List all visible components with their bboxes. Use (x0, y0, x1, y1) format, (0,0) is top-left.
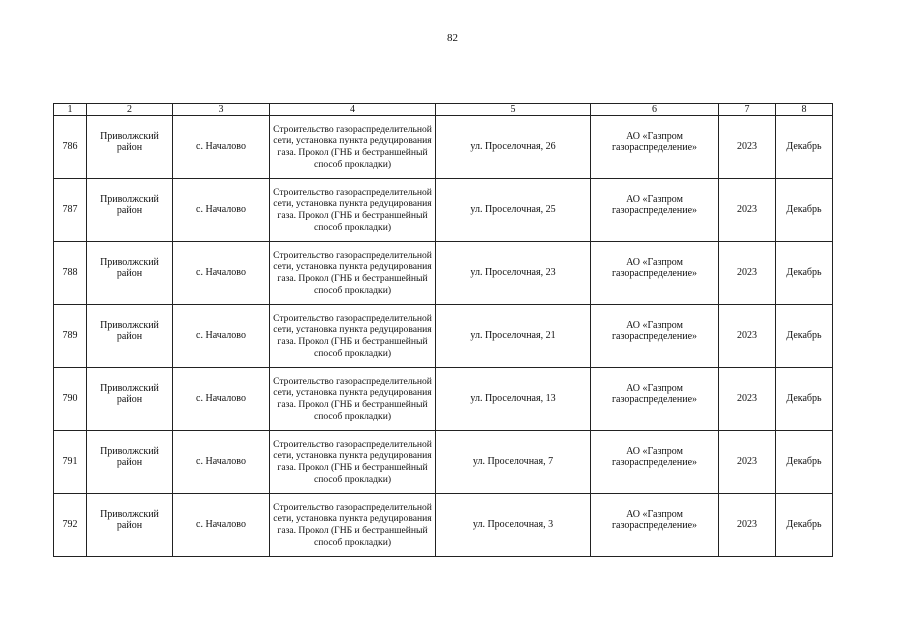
table-row (54, 368, 833, 431)
description-cell: Строительство газораспределительной сети, установка пункта редуцирования газа. Прокол (ГНБ и бестраншейный способ прокладки) (270, 242, 436, 305)
address-cell: ул. Проселочная, 7 (436, 431, 591, 494)
page-number: 82 (447, 32, 458, 44)
settlement-cell: с. Началово (173, 242, 270, 305)
region-cell: Приволжский район (87, 116, 173, 179)
year-cell: 2023 (719, 305, 776, 368)
settlement-cell: с. Началово (173, 494, 270, 557)
address-cell: ул. Проселочная, 21 (436, 305, 591, 368)
year-cell: 2023 (719, 116, 776, 179)
header-cell: 3 (173, 104, 270, 116)
row-number: 786 (54, 116, 87, 179)
row-number: 790 (54, 368, 87, 431)
header-cell: 1 (54, 104, 87, 116)
address-cell: ул. Проселочная, 23 (436, 242, 591, 305)
month-cell: Декабрь (776, 431, 833, 494)
header-cell: 7 (719, 104, 776, 116)
organization-cell: АО «Газпром газораспределение» (591, 242, 719, 305)
description-cell: Строительство газораспределительной сети, установка пункта редуцирования газа. Прокол (ГНБ и бестраншейный способ прокладки) (270, 116, 436, 179)
settlement-cell: с. Началово (173, 116, 270, 179)
organization-cell: АО «Газпром газораспределение» (591, 305, 719, 368)
header-row (54, 104, 833, 116)
row-number: 788 (54, 242, 87, 305)
row-number: 789 (54, 305, 87, 368)
address-cell: ул. Проселочная, 25 (436, 179, 591, 242)
header-cell: 4 (270, 104, 436, 116)
year-cell: 2023 (719, 431, 776, 494)
year-cell: 2023 (719, 242, 776, 305)
month-cell: Декабрь (776, 368, 833, 431)
header-cell: 8 (776, 104, 833, 116)
header-cell: 2 (87, 104, 173, 116)
address-cell: ул. Проселочная, 3 (436, 494, 591, 557)
description-cell: Строительство газораспределительной сети, установка пункта редуцирования газа. Прокол (ГНБ и бестраншейный способ прокладки) (270, 494, 436, 557)
address-cell: ул. Проселочная, 26 (436, 116, 591, 179)
settlement-cell: с. Началово (173, 368, 270, 431)
table-body (54, 116, 833, 557)
description-cell: Строительство газораспределительной сети, установка пункта редуцирования газа. Прокол (ГНБ и бестраншейный способ прокладки) (270, 305, 436, 368)
table-row (54, 494, 833, 557)
works-table (53, 103, 833, 557)
region-cell: Приволжский район (87, 494, 173, 557)
month-cell: Декабрь (776, 116, 833, 179)
organization-cell: АО «Газпром газораспределение» (591, 431, 719, 494)
description-cell: Строительство газораспределительной сети, установка пункта редуцирования газа. Прокол (ГНБ и бестраншейный способ прокладки) (270, 179, 436, 242)
year-cell: 2023 (719, 368, 776, 431)
organization-cell: АО «Газпром газораспределение» (591, 116, 719, 179)
region-cell: Приволжский район (87, 368, 173, 431)
region-cell: Приволжский район (87, 179, 173, 242)
table-row (54, 305, 833, 368)
month-cell: Декабрь (776, 494, 833, 557)
year-cell: 2023 (719, 179, 776, 242)
organization-cell: АО «Газпром газораспределение» (591, 494, 719, 557)
header-cell: 5 (436, 104, 591, 116)
settlement-cell: с. Началово (173, 431, 270, 494)
month-cell: Декабрь (776, 179, 833, 242)
region-cell: Приволжский район (87, 431, 173, 494)
table-row (54, 179, 833, 242)
row-number: 791 (54, 431, 87, 494)
description-cell: Строительство газораспределительной сети, установка пункта редуцирования газа. Прокол (ГНБ и бестраншейный способ прокладки) (270, 431, 436, 494)
description-cell: Строительство газораспределительной сети, установка пункта редуцирования газа. Прокол (ГНБ и бестраншейный способ прокладки) (270, 368, 436, 431)
month-cell: Декабрь (776, 305, 833, 368)
year-cell: 2023 (719, 494, 776, 557)
settlement-cell: с. Началово (173, 179, 270, 242)
row-number: 787 (54, 179, 87, 242)
table-row (54, 431, 833, 494)
table-row (54, 116, 833, 179)
organization-cell: АО «Газпром газораспределение» (591, 368, 719, 431)
month-cell: Декабрь (776, 242, 833, 305)
region-cell: Приволжский район (87, 305, 173, 368)
row-number: 792 (54, 494, 87, 557)
address-cell: ул. Проселочная, 13 (436, 368, 591, 431)
organization-cell: АО «Газпром газораспределение» (591, 179, 719, 242)
region-cell: Приволжский район (87, 242, 173, 305)
settlement-cell: с. Началово (173, 305, 270, 368)
header-cell: 6 (591, 104, 719, 116)
table-row (54, 242, 833, 305)
